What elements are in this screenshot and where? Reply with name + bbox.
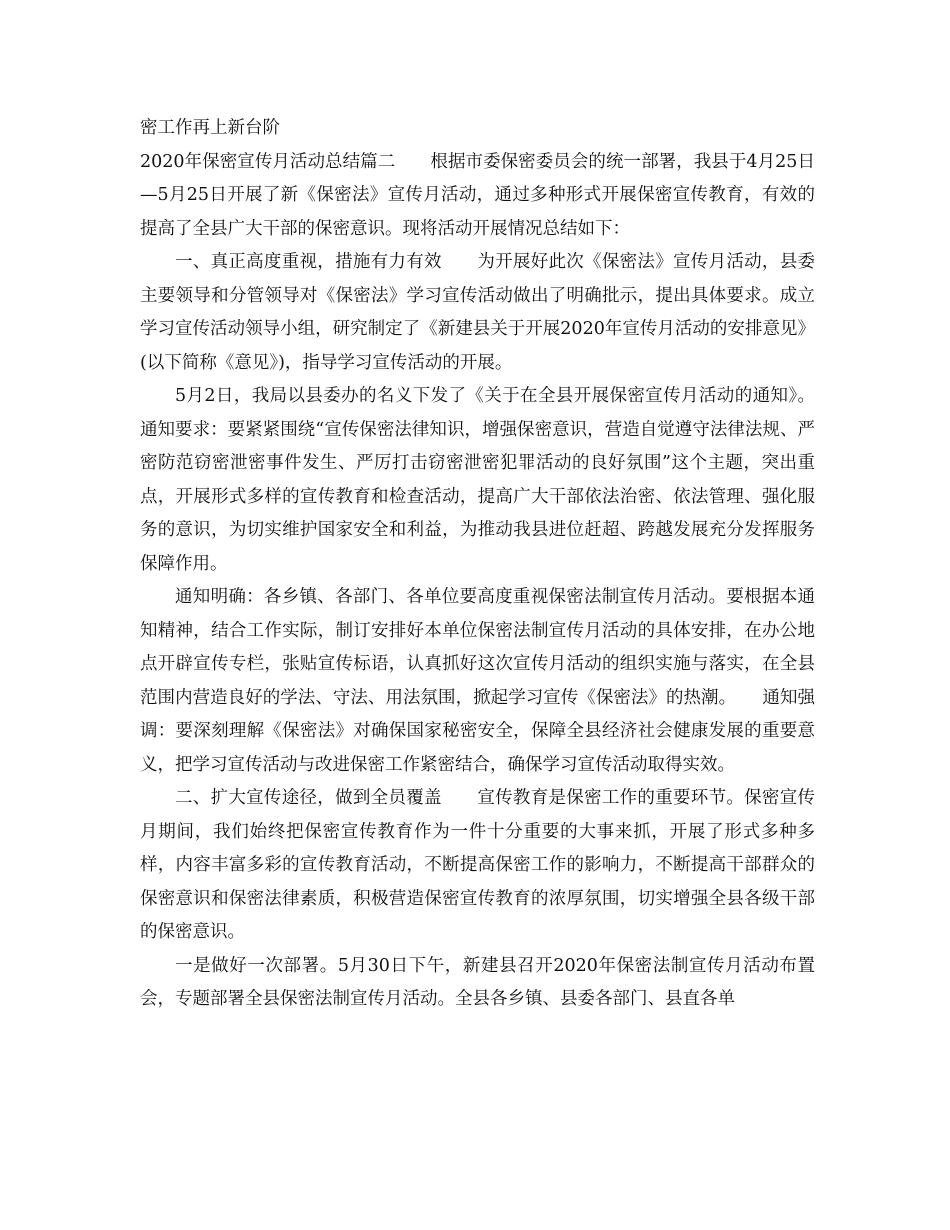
notice-clarification-paragraph: 通知明确：各乡镇、各部门、各单位要高度重视保密法制宣传月活动。要根据本通知精神，结合工作实际，制订安排好本单位保密法制宣传月活动的具体安排，在办公地点开辟宣传专栏，张贴宣传标语，认真抓好这次宣传月活动的组织实施与落实，在全县范围内营造良好的学法、守法、用法氛围，掀起学习宣传《保密法》的热潮。 通知强调：要深刻理解《保密法》对确保国家秘密安全，保障全县经济社会健康发展的重要意义，把学习宣传活动与改进保密工作紧密结合，确保学习宣传活动取得实效。 bbox=[140, 587, 815, 775]
document-body bbox=[140, 112, 815, 1017]
deployment-paragraph: 一是做好一次部署。5月30日下午，新建县召开2020年保密法制宣传月活动布置会，专题部署全县保密法制宣传月活动。全县各乡镇、县委各部门、县直各单 bbox=[140, 955, 815, 1009]
section-heading-paragraph: 2020年保密宣传月活动总结篇二 根据市委保密委员会的统一部署，我县于4月25日—5月25日开展了新《保密法》宣传月活动，通过多种形式开展保密宣传教育，有效的提高了全县广大干部的保密意识。现将活动开展情况总结如下： bbox=[140, 151, 815, 239]
notice-paragraph: 5月2日，我局以县委办的名义下发了《关于在全县开展保密宣传月活动的通知》。通知要求：要紧紧围绕“宣传保密法律知识，增强保密意识，营造自觉遵守法律法规、严密防范窃密泄密事件发生、严厉打击窃密泄密犯罪活动的良好氛围”这个主题，突出重点，开展形式多样的宣传教育和检查活动，提高广大干部依法治密、依法管理、强化服务的意识，为切实维护国家安全和利益，为推动我县进位赶超、跨越发展充分发挥服务保障作用。 bbox=[140, 386, 815, 574]
continuation-line: 密工作再上新台阶 bbox=[140, 118, 280, 138]
section-one-paragraph: 一、真正高度重视，措施有力有效 为开展好此次《保密法》宣传月活动，县委主要领导和分管领导对《保密法》学习宣传活动做出了明确批示，提出具体要求。成立学习宣传活动领导小组，研究制定了《新建县关于开展2020年宣传月活动的安排意见》(以下简称《意见》)，指导学习宣传活动的开展。 bbox=[140, 252, 815, 373]
section-two-paragraph: 二、扩大宣传途径，做到全员覆盖 宣传教育是保密工作的重要环节。保密宣传月期间，我们始终把保密宣传教育作为一件十分重要的大事来抓，开展了形式多种多样，内容丰富多彩的宣传教育活动，不断提高保密工作的影响力，不断提高干部群众的保密意识和保密法律素质，积极营造保密宣传教育的浓厚氛围，切实增强全县各级干部的保密意识。 bbox=[140, 788, 815, 942]
